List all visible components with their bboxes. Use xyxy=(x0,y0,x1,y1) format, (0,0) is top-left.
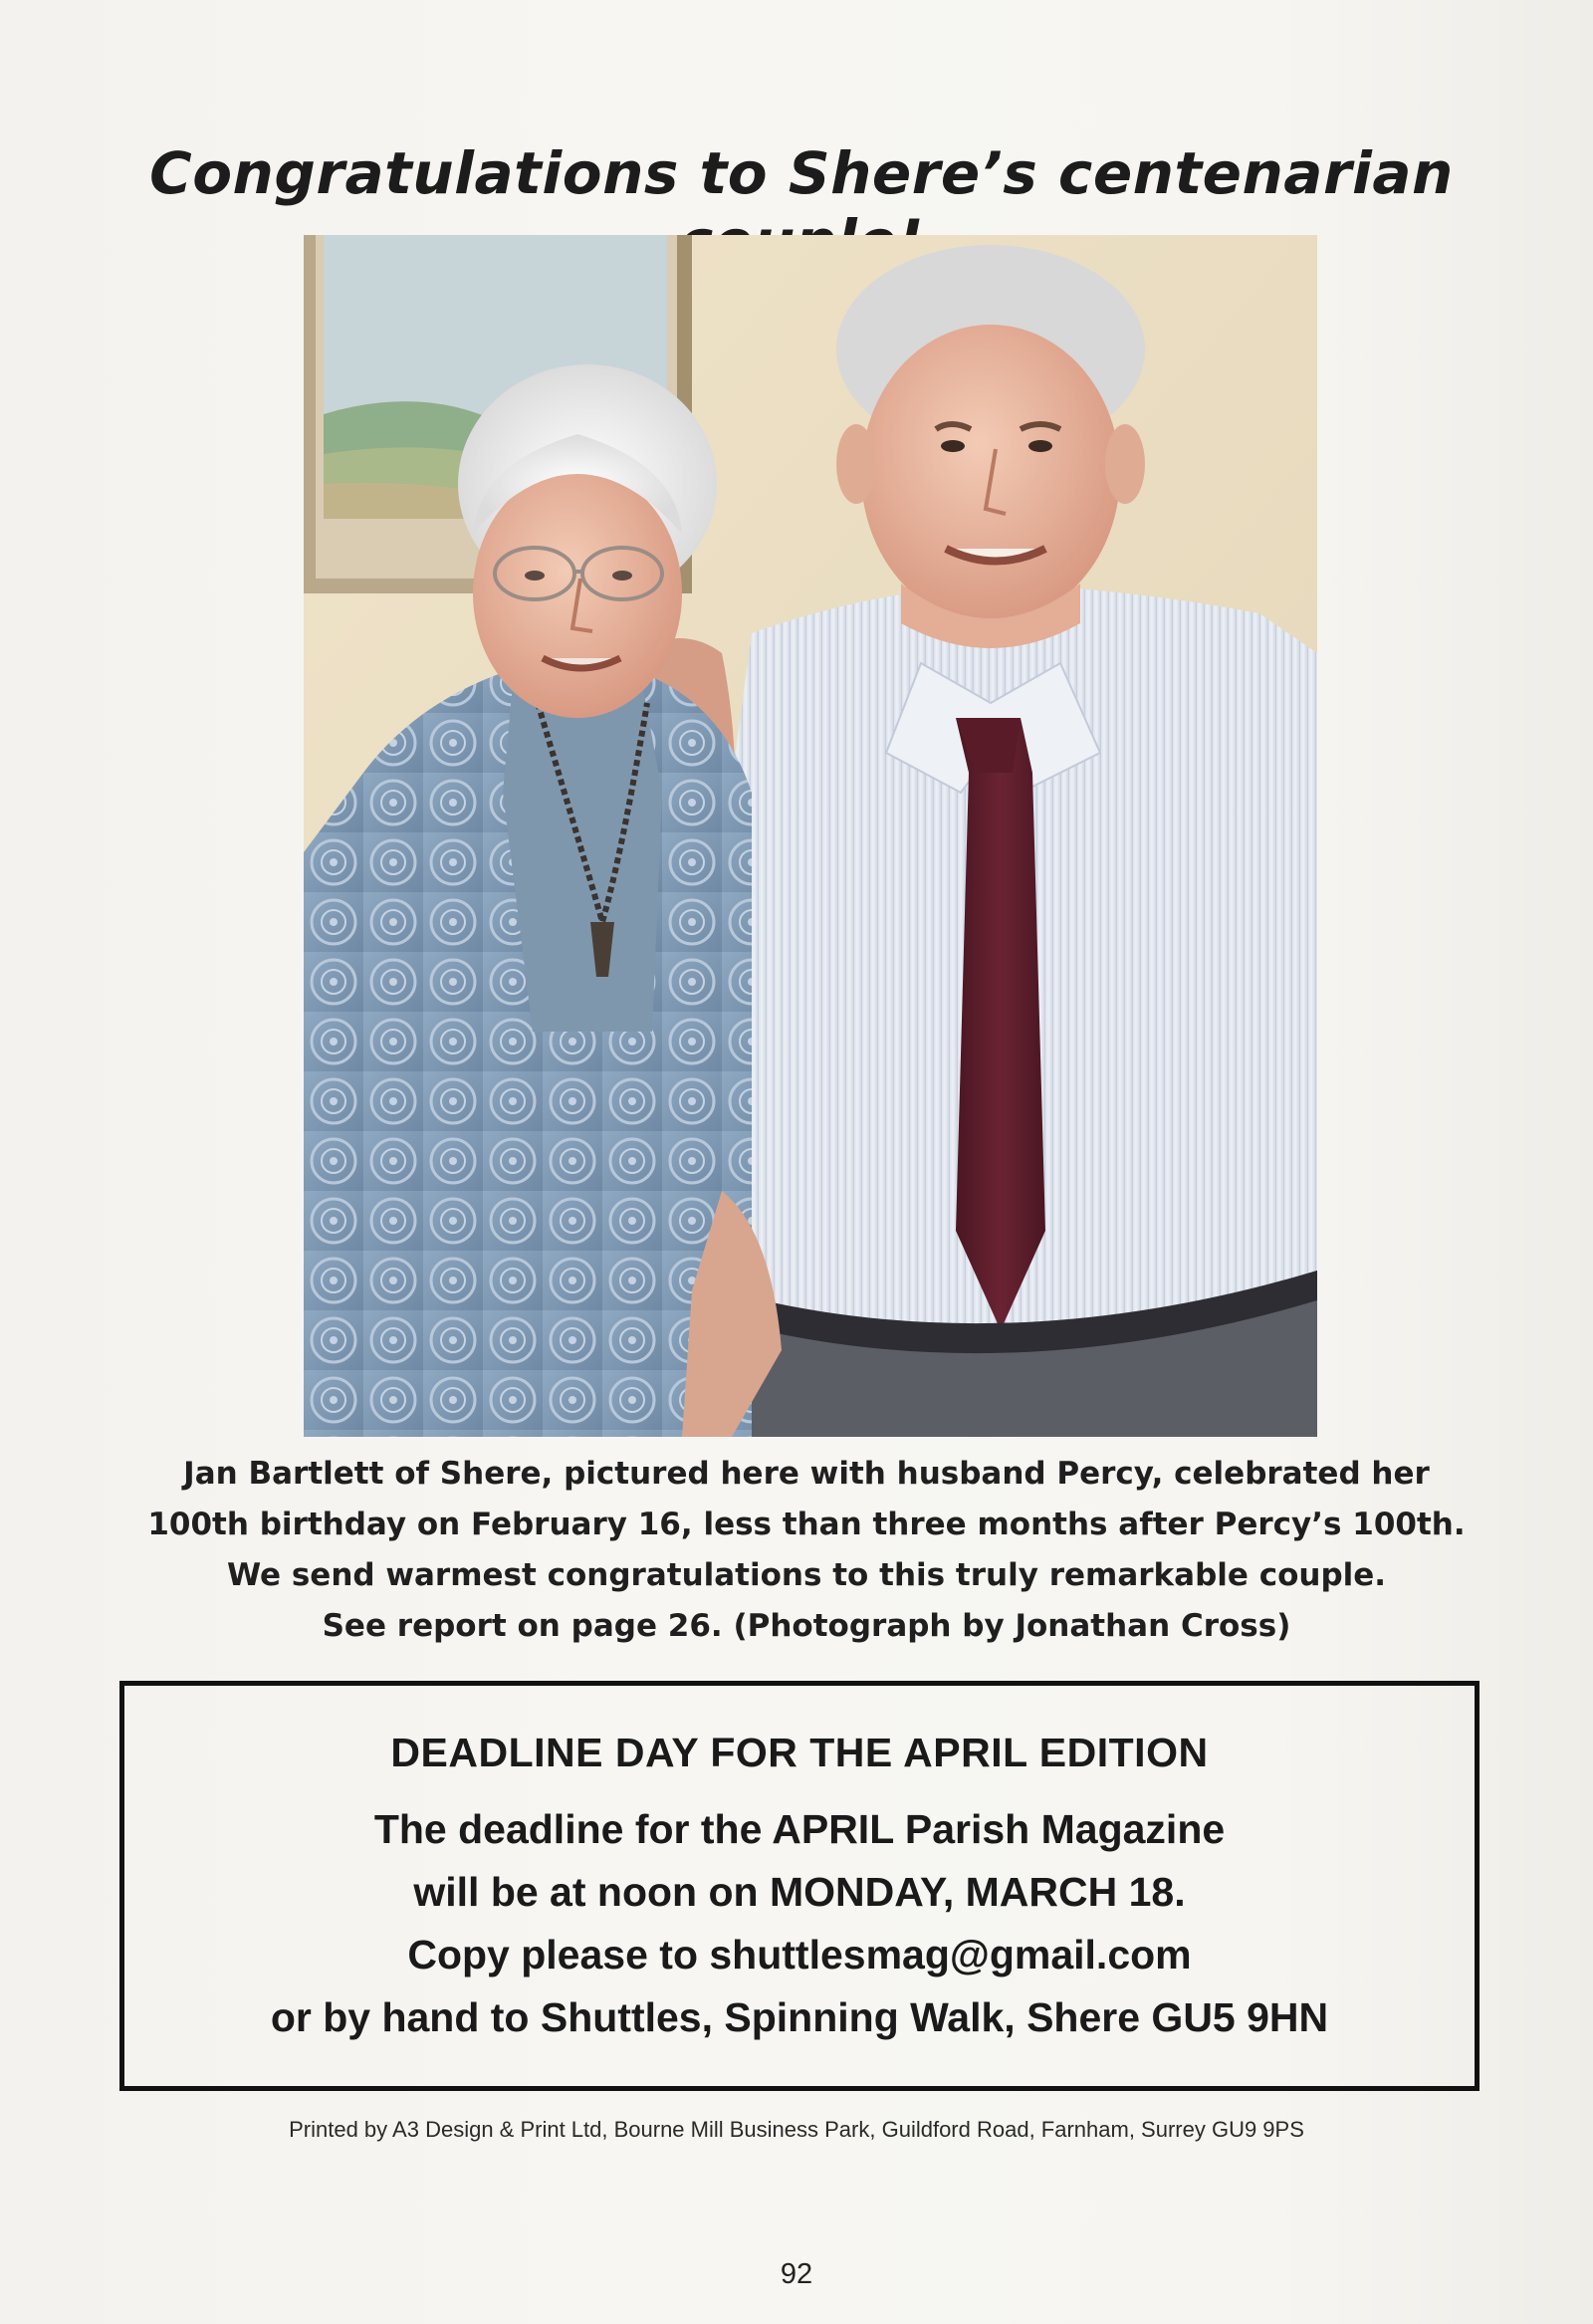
caption-line: See report on page 26. (Photograph by Jonathan Cross) xyxy=(322,1608,1291,1644)
caption-line: Jan Bartlett of Shere, pictured here with husband Percy, celebrated her xyxy=(183,1456,1430,1492)
deadline-notice-box xyxy=(119,1681,1479,2091)
deadline-email-line: Copy please to shuttlesmag@gmail.com xyxy=(407,1932,1192,1977)
page-headline: Congratulations to Shere’s centenarian xyxy=(149,139,1454,207)
caption-line: 100th birthday on February 16, less than three months after Percy’s 100th. xyxy=(147,1507,1466,1542)
page-number: 92 xyxy=(780,2258,813,2290)
printer-credit: Printed by A3 Design & Print Ltd, Bourne Mill Business Park, Guildford Road, Farnham, Surrey GU9 9PS xyxy=(289,2117,1304,2142)
deadline-line: will be at noon on MONDAY, MARCH 18. xyxy=(413,1869,1186,1915)
deadline-line: The deadline for the APRIL Parish Magazine xyxy=(373,1806,1226,1852)
deadline-line: or by hand to Shuttles, Spinning Walk, Shere GU5 9HN xyxy=(270,1994,1329,2040)
couple-photograph xyxy=(304,235,1317,1437)
deadline-details xyxy=(124,1798,1475,2049)
deadline-title: DEADLINE DAY FOR THE APRIL EDITION xyxy=(390,1730,1209,1775)
caption-line: We send warmest congratulations to this truly remarkable couple. xyxy=(226,1557,1387,1593)
photo-caption xyxy=(110,1449,1503,1652)
